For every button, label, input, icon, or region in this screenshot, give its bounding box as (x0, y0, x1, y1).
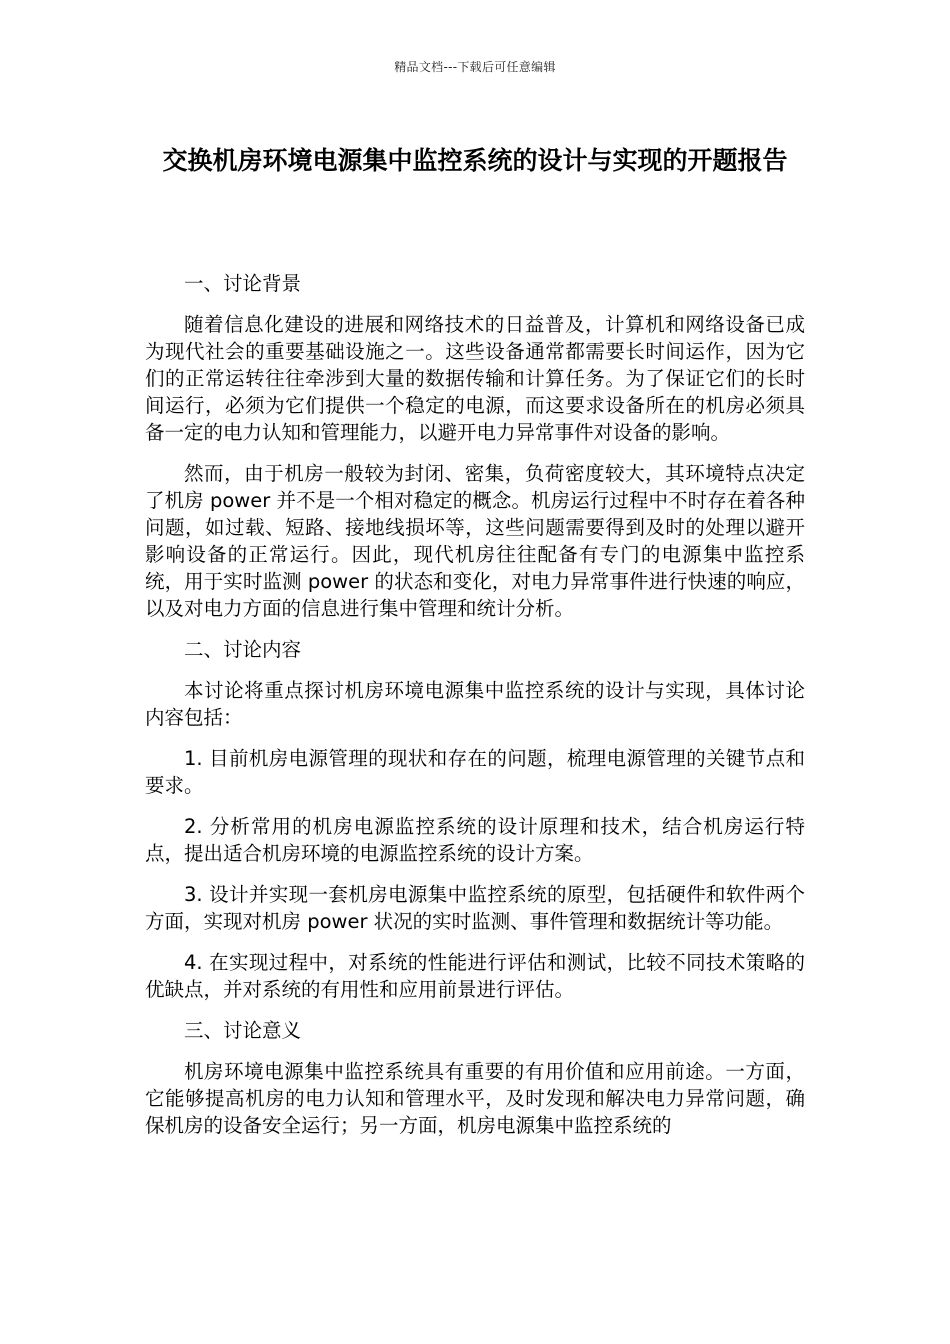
paragraph: 本讨论将重点探讨机房环境电源集中监控系统的设计与实现，具体讨论内容包括： (145, 679, 805, 729)
list-item: 3. 设计并实现一套机房电源集中监控系统的原型，包括硬件和软件两个方面，实现对机房 power 状况的实时监测、事件管理和数据统计等功能。 (145, 883, 805, 933)
section-heading-content: 二、讨论内容 (184, 638, 302, 661)
document-title: 交换机房环境电源集中监控系统的设计与实现的开题报告 (162, 146, 788, 175)
paragraph: 随着信息化建设的进展和网络技术的日益普及，计算机和网络设备已成为现代社会的重要基础设施之一。这些设备通常都需要长时间运作，因为它们的正常运转往往牵涉到大量的数据传输和计算任务。为了保证它们的长时间运行，必须为它们提供一个稳定的电源，而这要求设备所在的机房必须具备一定的电力认知和管理能力，以避开电力异常事件对设备的影响。 (145, 313, 805, 444)
list-item: 2. 分析常用的机房电源监控系统的设计原理和技术，结合机房运行特点，提出适合机房环境的电源监控系统的设计方案。 (145, 815, 805, 865)
list-item: 1. 目前机房电源管理的现状和存在的问题，梳理电源管理的关键节点和要求。 (145, 747, 805, 797)
section-heading-significance: 三、讨论意义 (184, 1019, 302, 1042)
paragraph: 然而，由于机房一般较为封闭、密集，负荷密度较大，其环境特点决定了机房 power 并不是一个相对稳定的概念。机房运行过程中不时存在着各种问题，如过载、短路、接地线损坏等，这些问题需要得到及时的处理以避开影响设备的正常运行。因此，现代机房往往配备有专门的电源集中监控系统，用于实时监测 power 的状态和变化，对电力异常事件进行快速的响应，以及对电力方面的信息进行集中管理和统计分析。 (145, 462, 805, 620)
paragraph: 机房环境电源集中监控系统具有重要的有用价值和应用前途。一方面，它能够提高机房的电力认知和管理水平，及时发现和解决电力异常问题，确保机房的设备安全运行；另一方面，机房电源集中监控系统的 (145, 1060, 805, 1137)
section-heading-background: 一、讨论背景 (184, 272, 302, 295)
document-body (145, 270, 805, 1153)
page-header-note: 精品文档---下载后可任意编辑 (394, 60, 556, 74)
list-item: 4. 在实现过程中，对系统的性能进行评估和测试，比较不同技术策略的优缺点，并对系统的有用性和应用前景进行评估。 (145, 951, 805, 1001)
